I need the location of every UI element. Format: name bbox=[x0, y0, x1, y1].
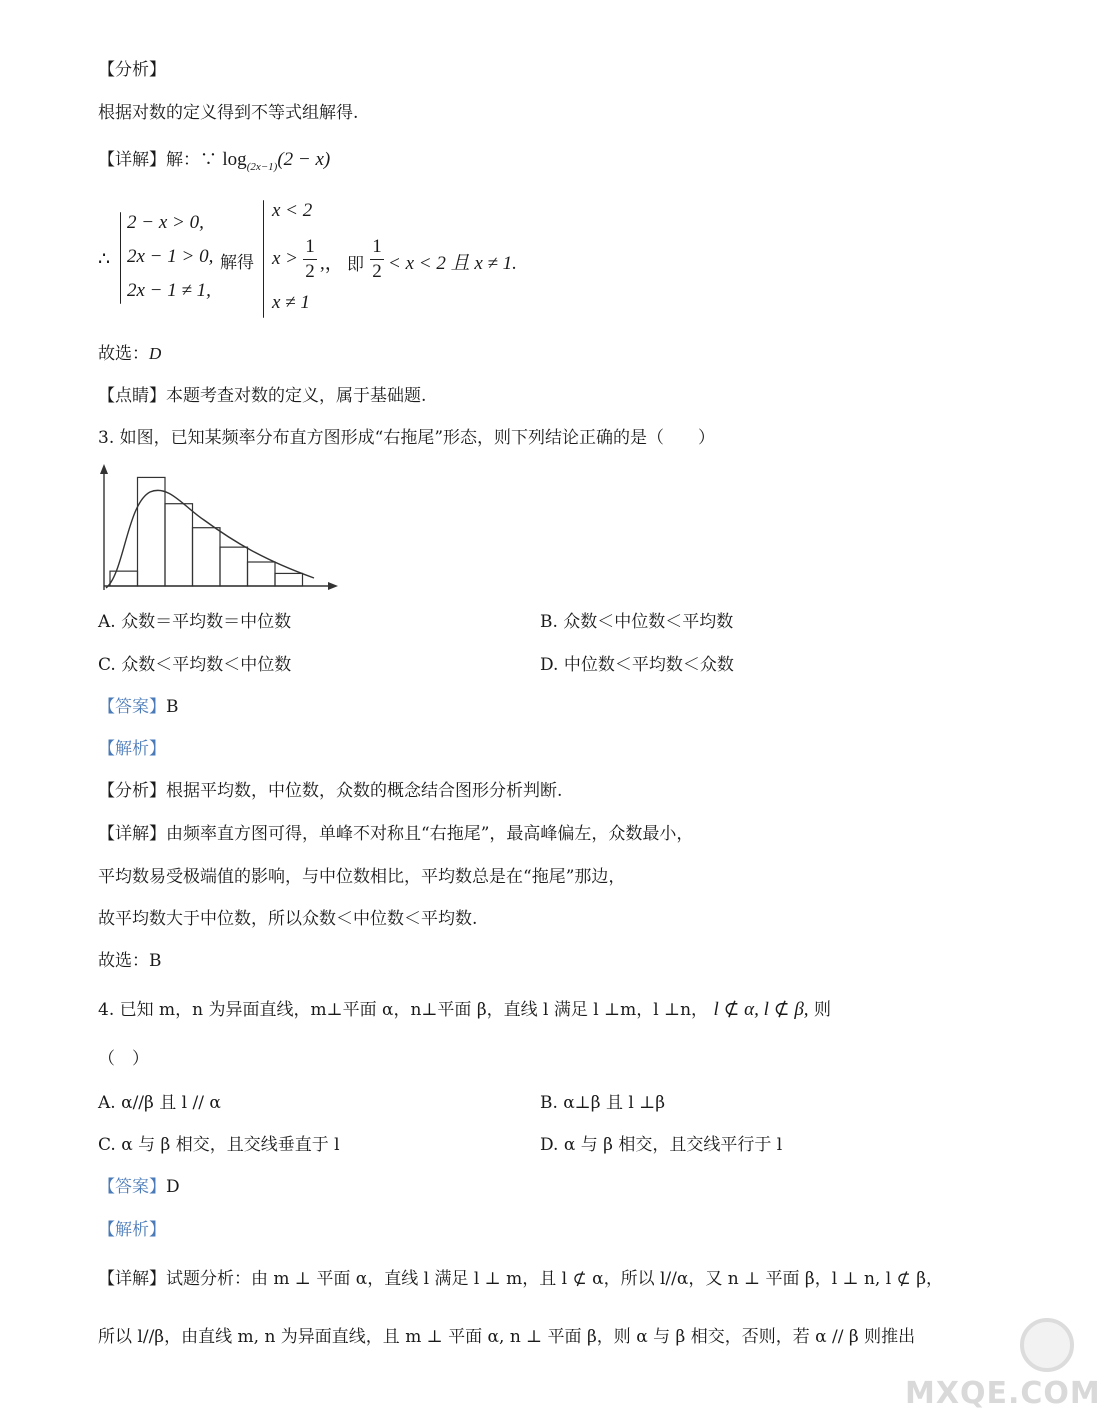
q3-detail-1: 【详解】由频率直方图可得，单峰不对称且“右拖尾”，最高峰偏左，众数最小， bbox=[98, 824, 694, 844]
sys1-row-2: 2x − 1 > 0, bbox=[127, 246, 214, 267]
sys2-row-3: x ≠ 1 bbox=[272, 292, 310, 313]
histogram-figure bbox=[94, 462, 344, 598]
histogram-bar-3 bbox=[165, 504, 193, 586]
therefore-symbol: ∴ bbox=[98, 249, 111, 270]
q4-option-d[interactable]: D. α 与 β 相交，且交线平行于 l bbox=[540, 1135, 783, 1155]
q4-detail-2: 所以 l//β，由直线 m, n 为异面直线，且 m ⊥ 平面 α, n ⊥ 平面 β，则 α 与 β 相交，否则，若 α // β 则推出 bbox=[98, 1327, 916, 1347]
sys2-fraction: 1 2 bbox=[303, 236, 317, 283]
analysis-text: 根据对数的定义得到不等式组解得. bbox=[98, 103, 359, 123]
sys1-row-1: 2 − x > 0, bbox=[127, 212, 204, 233]
result-text: < x < 2 且 x ≠ 1. bbox=[388, 253, 517, 274]
ji-word: 即 bbox=[347, 255, 364, 275]
q3-answer: 【答案】B bbox=[98, 697, 179, 717]
y-axis-arrow bbox=[100, 464, 108, 474]
detail-prefix: 解：∵ bbox=[166, 150, 217, 170]
histogram-bar-2 bbox=[138, 477, 166, 586]
histogram-bar-1 bbox=[110, 571, 138, 586]
q4-stem-math: l ⊄ α, l ⊄ β, bbox=[713, 999, 809, 1020]
q4-stem: 4. 已知 m，n 为异面直线，m⊥平面 α，n⊥平面 β，直线 l 满足 l ⊥m，l ⊥n， l ⊄ α, l ⊄ β, 则 bbox=[98, 999, 831, 1020]
log-expression: $\log_{(2x-1)}(2 - x)$ bbox=[222, 149, 331, 173]
q4-paren: （ ） bbox=[98, 1049, 149, 1069]
comment-line: 【点睛】本题考查对数的定义，属于基础题. bbox=[98, 386, 427, 406]
q3-analysis: 【分析】根据平均数，中位数，众数的概念结合图形分析判断. bbox=[98, 781, 563, 801]
solve-word: 解得 bbox=[220, 253, 254, 273]
histogram-bar-4 bbox=[193, 528, 221, 586]
sys2-row-1: x < 2 bbox=[272, 200, 313, 221]
q4-detail-1: 【详解】试题分析：由 m ⊥ 平面 α，直线 l 满足 l ⊥ m，且 l ⊄ α，所以 l//α，又 n ⊥ 平面 β，l ⊥ n, l ⊄ β， bbox=[98, 1269, 944, 1289]
choose-line: 故选：D bbox=[98, 344, 162, 364]
histogram-bar-6 bbox=[248, 562, 276, 586]
x-axis-arrow bbox=[328, 582, 338, 590]
q3-choose: 故选：B bbox=[98, 951, 162, 971]
q3-detail-3: 故平均数大于中位数，所以众数＜中位数＜平均数. bbox=[98, 909, 478, 929]
q3-option-d[interactable]: D. 中位数＜平均数＜众数 bbox=[540, 655, 734, 675]
q4-option-b[interactable]: B. α⊥β 且 l ⊥β bbox=[540, 1093, 666, 1113]
result-fraction: 1 2 bbox=[370, 236, 384, 283]
analysis-heading: 【分析】 bbox=[98, 60, 166, 80]
q3-option-b[interactable]: B. 众数＜中位数＜平均数 bbox=[540, 612, 734, 632]
q3-detail-2: 平均数易受极端值的影响，与中位数相比，平均数总是在“拖尾”那边， bbox=[98, 867, 626, 887]
sys2-suffix: ,， bbox=[320, 253, 344, 274]
q3-option-c[interactable]: C. 众数＜平均数＜中位数 bbox=[98, 655, 292, 675]
sys1-row-3: 2x − 1 ≠ 1, bbox=[127, 280, 211, 301]
watermark-text: MXQE.COM bbox=[905, 1376, 1101, 1411]
q4-option-c[interactable]: C. α 与 β 相交，且交线垂直于 l bbox=[98, 1135, 340, 1155]
histogram-bar-7 bbox=[275, 573, 303, 586]
q3-option-a[interactable]: A. 众数＝平均数＝中位数 bbox=[98, 612, 292, 632]
watermark-logo-icon bbox=[1020, 1318, 1074, 1372]
detail-line bbox=[98, 148, 330, 179]
q4-option-a[interactable]: A. α//β 且 l // α bbox=[98, 1093, 221, 1113]
q3-stem: 3. 如图，已知某频率分布直方图形成“右拖尾”形态，则下列结论正确的是（ ） bbox=[98, 428, 716, 448]
q4-answer: 【答案】D bbox=[98, 1177, 180, 1197]
q3-jiexi: 【解析】 bbox=[98, 739, 166, 759]
detail-tag: 【详解】 bbox=[98, 150, 166, 170]
sys2-row-2: x > bbox=[272, 248, 299, 269]
q4-jiexi: 【解析】 bbox=[98, 1220, 166, 1240]
histogram-bar-5 bbox=[220, 547, 248, 586]
